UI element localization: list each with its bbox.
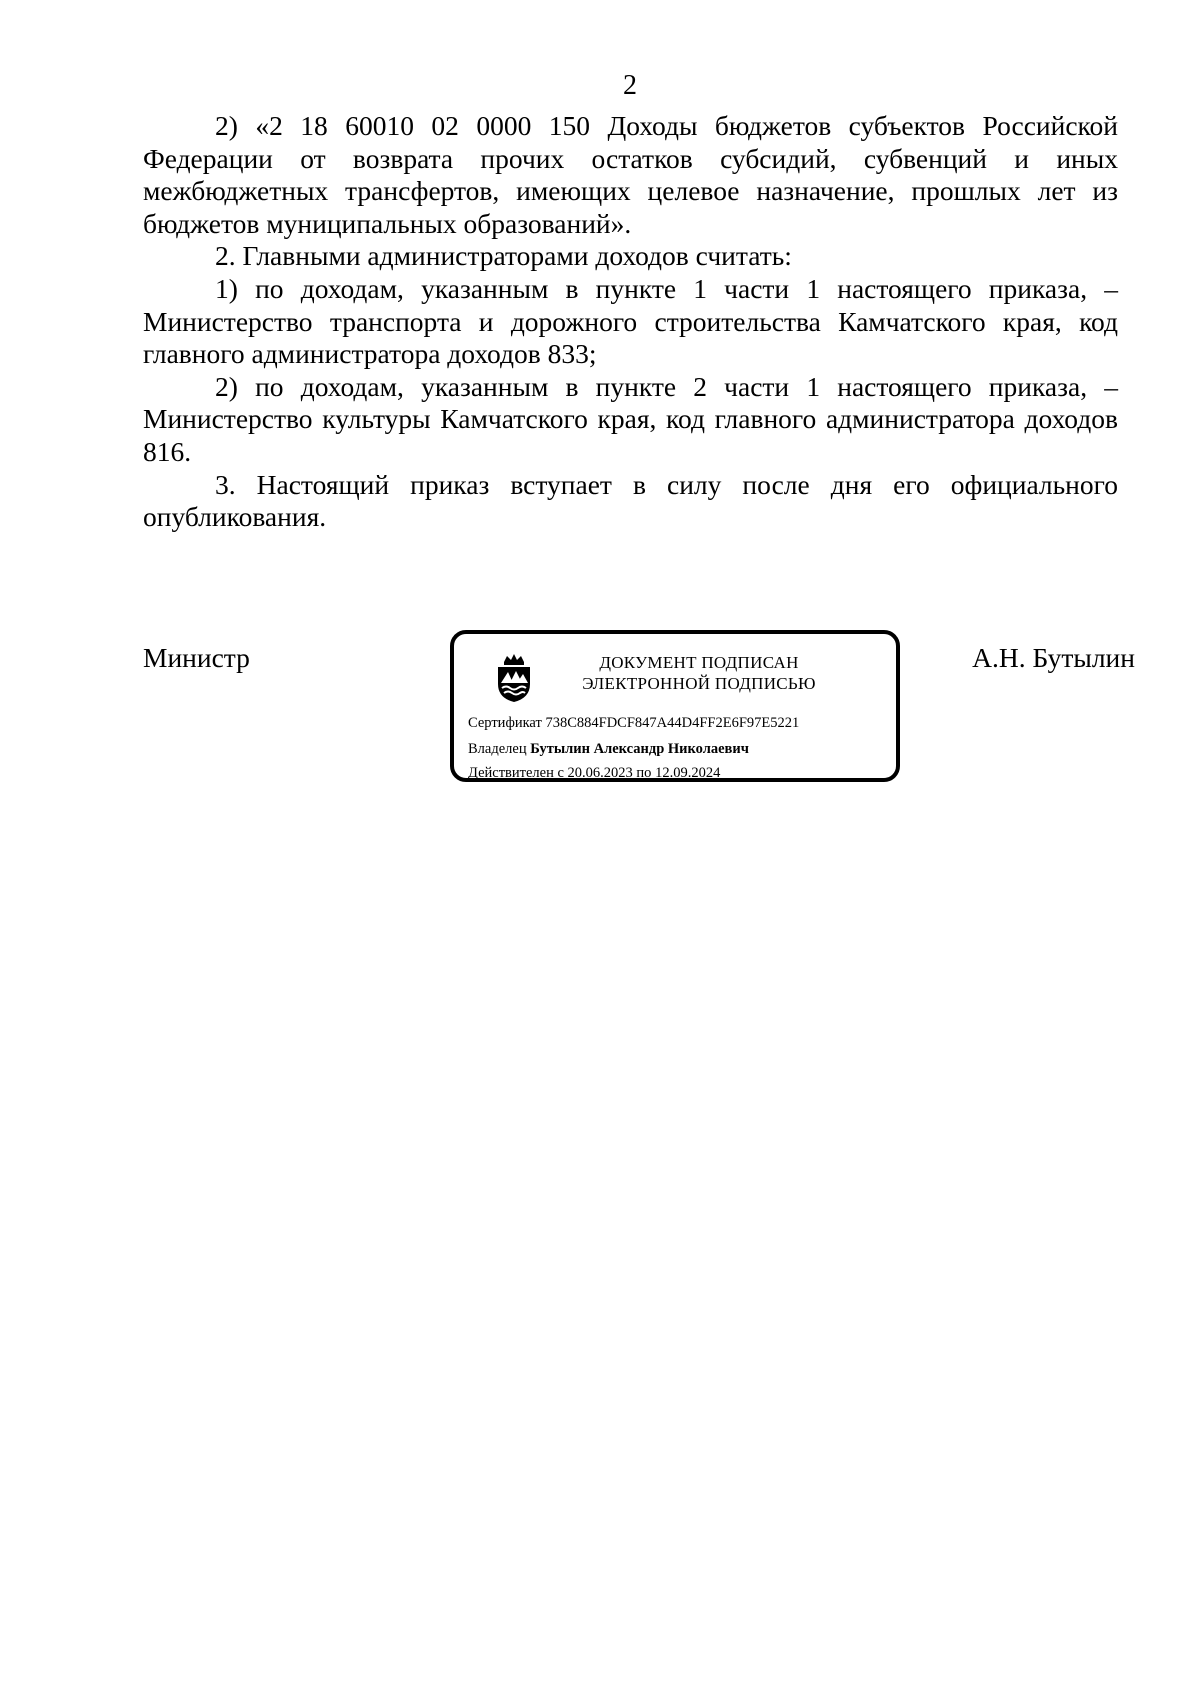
valid-from-prefix: с: [557, 765, 564, 781]
document-body: [143, 110, 1118, 534]
paragraph-budget-code: 2) «2 18 60010 02 0000 150 Доходы бюджетов субъектов Российской Федерации от возврата прочих остатков субсидий, субвенций и иных межбюджетных трансфертов, имеющих целевое назначение, прошлых лет из бюджетов муниципальных образований».: [143, 110, 1118, 239]
stamp-header: [574, 652, 824, 694]
paragraph-effective-date: 3. Настоящий приказ вступает в силу после дня его официального опубликования.: [143, 468, 1118, 533]
valid-from-date: 20.06.2023: [567, 765, 633, 781]
stamp-certificate: [468, 714, 799, 732]
paragraph-administrator-816: 2) по доходам, указанным в пункте 2 части 1 настоящего приказа, – Министерство культуры Камчатского края, код главного администратора доходов 816.: [143, 370, 1118, 467]
valid-to-prefix: по: [636, 765, 652, 781]
signer-name: А.Н. Бутылин: [972, 642, 1135, 673]
owner-value: Бутылин Александр Николаевич: [530, 741, 749, 757]
signature-block: [143, 630, 1133, 800]
page-number: 2: [623, 70, 637, 101]
valid-to-date: 12.09.2024: [655, 765, 721, 781]
stamp-validity: [468, 764, 720, 782]
electronic-signature-stamp: [450, 630, 900, 782]
paragraph-main-administrators: 2. Главными администраторами доходов считать:: [215, 240, 792, 272]
signer-title: Министр: [143, 642, 250, 673]
paragraph-administrator-833: 1) по доходам, указанным в пункте 1 части 1 настоящего приказа, – Министерство транспорта и дорожного строительства Камчатского края, код главного администратора доходов 833;: [143, 272, 1118, 370]
certificate-label: Сертификат: [468, 715, 542, 731]
owner-label: Владелец: [468, 741, 527, 757]
valid-label: Действителен: [468, 765, 554, 781]
stamp-owner: [468, 740, 749, 758]
stamp-header-line1: ДОКУМЕНТ ПОДПИСАН: [599, 653, 799, 672]
stamp-header-line2: ЭЛЕКТРОННОЙ ПОДПИСЬЮ: [582, 674, 816, 693]
certificate-value: 738C884FDCF847A44D4FF2E6F97E5221: [545, 715, 800, 731]
coat-of-arms-icon: [492, 652, 536, 704]
